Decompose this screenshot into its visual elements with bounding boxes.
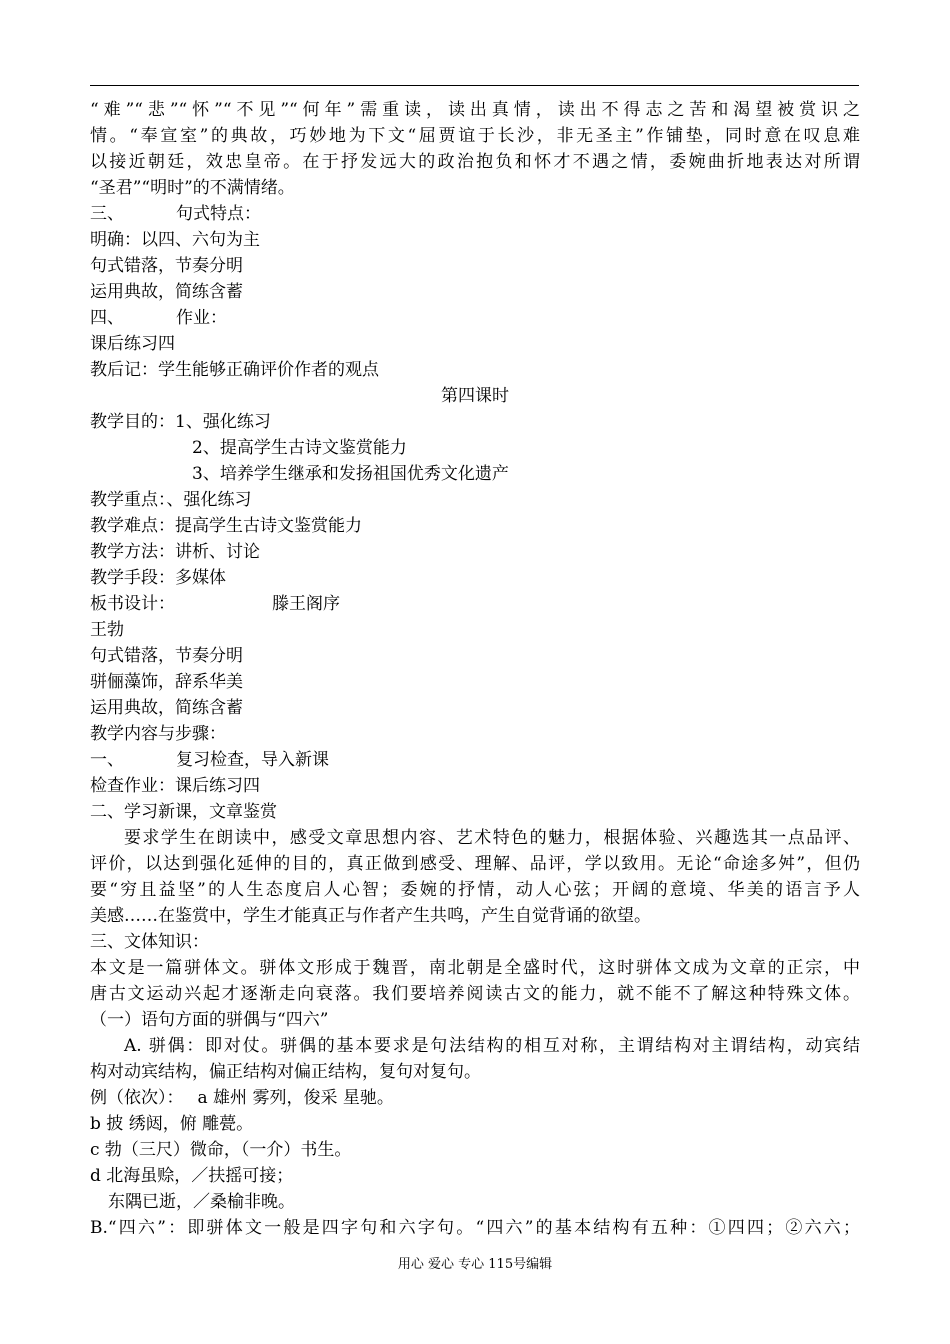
text-line: 东隅已逝，／桑榆非晚。 <box>108 1192 295 1212</box>
section-heading <box>90 305 860 331</box>
section-title: 句式特点： <box>176 204 261 224</box>
text-line: “圣君”“明时”的不满情绪。 <box>90 178 295 198</box>
board-design-line <box>90 591 860 617</box>
text-line: 明确：以四、六句为主 <box>90 230 260 250</box>
section-title: 复习检查，导入新课 <box>176 750 329 770</box>
lesson-heading: 第四课时 <box>441 386 509 406</box>
section-title: 作业： <box>176 308 227 328</box>
text-line: （一）语句方面的骈偶与“四六” <box>90 1010 329 1030</box>
text-line: 构对动宾结构，偏正结构对偏正结构，复句对复句。 <box>90 1062 481 1082</box>
text-line: 教学内容与步骤： <box>90 724 226 744</box>
section-heading <box>90 747 860 773</box>
text-line: 3、培养学生继承和发扬祖国优秀文化遗产 <box>192 464 509 484</box>
board-design-label: 板书设计： <box>90 594 175 614</box>
text-line: 2、提高学生古诗文鉴赏能力 <box>192 438 407 458</box>
text-line: 评价，以达到强化延伸的目的，真正做到感受、理解、品评，学以致用。无论“命途多舛”，但仍 <box>90 854 860 874</box>
section-heading <box>90 201 860 227</box>
text-line: 王勃 <box>90 620 124 640</box>
page-footer: 用心 爱心 专心 115号编辑 <box>397 1257 553 1272</box>
text-line: 要“穷且益坚”的人生态度启人心智；委婉的抒情，动人心弦；开阔的意境、华美的语言予人 <box>90 880 860 900</box>
example-label: 例（依次）： <box>90 1088 184 1108</box>
text-line: d 北海虽赊，／扶摇可接； <box>90 1166 294 1186</box>
example-line <box>90 1085 860 1111</box>
board-design-title: 滕王阁序 <box>272 594 340 614</box>
text-line: 运用典故，简练含蓄 <box>90 282 243 302</box>
text-line: 二、学习新课，文章鉴赏 <box>90 802 277 822</box>
text-line: 课后练习四 <box>90 334 175 354</box>
text-line: 情。“奉宣室”的典故，巧妙地为下文“屈贾谊于长沙，非无圣主”作铺垫，同时意在叹息难 <box>90 126 860 146</box>
text-line: 要求学生在朗读中，感受文章思想内容、艺术特色的魅力，根据体验、兴趣选其一点品评、 <box>124 828 860 848</box>
text-line: 以接近朝廷，效忠皇帝。在于抒发远大的政治抱负和怀才不遇之情，委婉曲折地表达对所谓 <box>90 152 860 172</box>
text-line: 唐古文运动兴起才逐渐走向衰落。我们要培养阅读古文的能力，就不能不了解这种特殊文体。 <box>90 984 860 1004</box>
text-line: 句式错落，节奏分明 <box>90 256 243 276</box>
header-rule <box>90 85 859 86</box>
section-number: 一、 <box>90 750 124 770</box>
text-line: 三、文体知识： <box>90 932 209 952</box>
text-line: b 披 绣闼，俯 雕甍。 <box>90 1114 254 1134</box>
text-line: 教后记：学生能够正确评价作者的观点 <box>90 360 379 380</box>
example-a: a 雄州 雾列，俊采 星驰。 <box>197 1088 394 1108</box>
text-line: 检查作业：课后练习四 <box>90 776 260 796</box>
text-line: 教学难点：提高学生古诗文鉴赏能力 <box>90 516 362 536</box>
text-line: 运用典故，简练含蓄 <box>90 698 243 718</box>
text-line: 美感……在鉴赏中，学生才能真正与作者产生共鸣，产生自觉背诵的欲望。 <box>90 906 651 926</box>
text-line: 教学手段：多媒体 <box>90 568 226 588</box>
text-line: 句式错落，节奏分明 <box>90 646 243 666</box>
text-line: c 勃（三尺）微命，（一介）书生。 <box>90 1140 352 1160</box>
page-body <box>90 97 860 1241</box>
text-line: 教学方法：讲析、讨论 <box>90 542 260 562</box>
text-line: 教学重点：、强化练习 <box>90 490 252 510</box>
section-number: 三、 <box>90 204 124 224</box>
text-line: 本文是一篇骈体文。骈体文形成于魏晋，南北朝是全盛时代，这时骈体文成为文章的正宗，中 <box>90 958 860 978</box>
text-line: “难”“悲”“怀”“不见”“何年”需重读，读出真情，读出不得志之苦和渴望被赏识之 <box>90 100 860 120</box>
text-line: 教学目的：1、强化练习 <box>90 412 271 432</box>
text-line: 骈俪藻饰，辞系华美 <box>90 672 243 692</box>
section-number: 四、 <box>90 308 124 328</box>
text-line: B.“四六”：即骈体文一般是四字句和六字句。“四六”的基本结构有五种：①四四；②六六； <box>90 1218 860 1238</box>
text-line: A. 骈偶：即对仗。骈偶的基本要求是句法结构的相互对称，主谓结构对主谓结构，动宾结 <box>124 1036 860 1056</box>
